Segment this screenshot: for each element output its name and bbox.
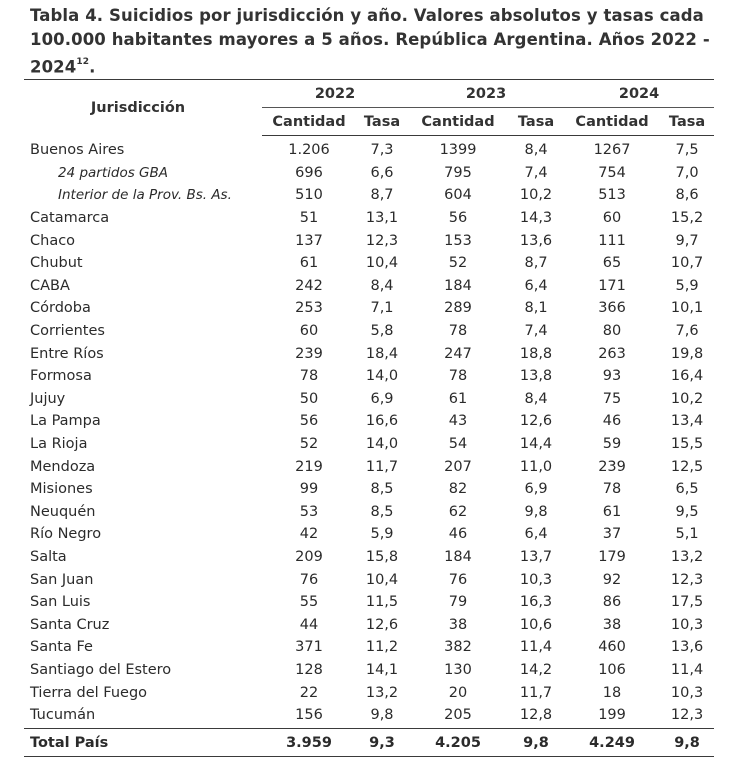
total-cell: 9,3 <box>356 729 408 757</box>
jurisdiction-name: Entre Ríos <box>30 345 104 362</box>
jurisdiction-name: Neuquén <box>30 503 96 520</box>
tasa-cell: 11,4 <box>670 661 704 678</box>
cantidad-cell: 80 <box>602 323 622 340</box>
tasa-cell: 8,5 <box>370 503 394 520</box>
jurisdiction-name: Santa Fe <box>30 639 93 656</box>
tasa-cell: 8,4 <box>370 277 394 294</box>
tasa-cell: 8,7 <box>524 255 548 272</box>
cantidad-cell: 55 <box>299 594 319 611</box>
tasa-cell: 7,0 <box>675 164 699 181</box>
table-row <box>24 591 714 614</box>
tasa-cell: 5,9 <box>675 277 699 294</box>
cantidad-cell: 460 <box>598 639 626 656</box>
table-row <box>24 568 714 591</box>
table-row <box>24 613 714 636</box>
table-row <box>24 365 714 388</box>
cantidad-cell: 253 <box>295 300 323 317</box>
jurisdiction-name: Corrientes <box>30 323 105 340</box>
tasa-cell: 15,5 <box>670 436 704 453</box>
table-row <box>24 229 714 252</box>
sub-jurisdiction-name: 24 partidos GBA <box>58 164 169 181</box>
cantidad-cell: 371 <box>295 639 323 656</box>
cantidad-cell: 78 <box>299 368 319 385</box>
cantidad-cell: 59 <box>602 436 622 453</box>
table-title: Tabla 4. Suicidios por jurisdicción y año. Valores absolutos y tasas cada 100.000 habitantes mayores a 5 años. República Argentina. Años 2022 - 2024$^{12}$. <box>30 6 710 77</box>
jurisdiction-name: Chaco <box>30 232 76 249</box>
tasa-cell: 8,7 <box>370 187 394 204</box>
total-cell: 3.959 <box>262 729 356 757</box>
table-row <box>24 546 714 569</box>
tasa-cell: 10,1 <box>670 300 704 317</box>
total-label: Total País <box>24 729 262 757</box>
cantidad-cell: 137 <box>295 232 323 249</box>
tasa-cell: 16,3 <box>519 594 553 611</box>
total-cell: 4.249 <box>564 729 660 757</box>
tasa-cell: 10,2 <box>670 390 704 407</box>
cantidad-cell: 263 <box>598 345 626 362</box>
cantidad-cell: 754 <box>598 164 626 181</box>
tasa-cell: 13,2 <box>365 684 399 701</box>
cantidad-cell: 43 <box>448 413 468 430</box>
sub-jurisdiction-name: Interior de la Prov. Bs. As. <box>58 187 232 204</box>
cantidad-cell: 184 <box>444 277 472 294</box>
cantidad-cell: 79 <box>448 594 468 611</box>
table-row <box>24 136 714 162</box>
cantidad-cell: 52 <box>448 255 468 272</box>
cantidad-cell: 111 <box>598 232 626 249</box>
tasa-cell: 11,7 <box>519 684 553 701</box>
table-row <box>24 388 714 411</box>
table-row <box>24 455 714 478</box>
tasa-cell: 12,5 <box>670 458 704 475</box>
table-row <box>24 636 714 659</box>
tasa-cell: 13,1 <box>365 210 399 227</box>
table-row <box>24 659 714 682</box>
cantidad-cell: 239 <box>598 458 626 475</box>
tasa-cell: 9,7 <box>675 232 699 249</box>
table-row <box>24 704 714 729</box>
table-row <box>24 162 714 185</box>
cantidad-cell: 38 <box>602 616 622 633</box>
cantidad-cell: 153 <box>444 232 472 249</box>
tasa-cell: 8,1 <box>524 300 548 317</box>
cantidad-cell: 61 <box>602 503 622 520</box>
tasa-cell: 7,3 <box>370 142 394 159</box>
cantidad-cell: 56 <box>448 210 468 227</box>
cantidad-cell: 696 <box>295 164 323 181</box>
cantidad-cell: 382 <box>444 639 472 656</box>
tasa-header: Tasa <box>508 108 564 136</box>
cantidad-cell: 205 <box>408 704 508 729</box>
cantidad-cell: 219 <box>295 458 323 475</box>
tasa-cell: 5,8 <box>370 323 394 340</box>
tasa-cell: 11,4 <box>519 639 553 656</box>
jurisdiction-name: Santa Cruz <box>30 616 110 633</box>
cantidad-cell: 56 <box>299 413 319 430</box>
table-row <box>24 410 714 433</box>
table-row <box>24 681 714 704</box>
cantidad-cell: 239 <box>295 345 323 362</box>
year-header-2024: 2024 <box>564 80 714 108</box>
tasa-cell: 10,3 <box>519 571 553 588</box>
tasa-cell: 7,4 <box>524 323 548 340</box>
tasa-cell: 12,6 <box>519 413 553 430</box>
tasa-cell: 11,0 <box>519 458 553 475</box>
table-row <box>24 252 714 275</box>
cantidad-cell: 51 <box>299 210 319 227</box>
tasa-cell: 10,7 <box>670 255 704 272</box>
table-row <box>24 433 714 456</box>
cantidad-cell: 513 <box>598 187 626 204</box>
tasa-cell: 13,2 <box>670 548 704 565</box>
total-cell: 9,8 <box>508 729 564 757</box>
tasa-cell: 14,4 <box>519 436 553 453</box>
jurisdiction-name: Salta <box>30 548 67 565</box>
cantidad-cell: 93 <box>602 368 622 385</box>
cantidad-cell: 44 <box>299 616 319 633</box>
cantidad-cell: 42 <box>299 526 319 543</box>
total-cell: 9,8 <box>660 729 714 757</box>
tasa-cell: 10,2 <box>519 187 553 204</box>
tasa-cell: 5,1 <box>675 526 699 543</box>
tasa-cell: 15,8 <box>365 548 399 565</box>
jurisdiction-name: La Rioja <box>30 436 88 453</box>
cantidad-cell: 53 <box>299 503 319 520</box>
tasa-cell: 14,3 <box>519 210 553 227</box>
cantidad-cell: 60 <box>602 210 622 227</box>
tasa-cell: 7,5 <box>675 142 699 159</box>
cantidad-cell: 795 <box>444 164 472 181</box>
cantidad-cell: 52 <box>299 436 319 453</box>
cantidad-cell: 61 <box>299 255 319 272</box>
cantidad-cell: 76 <box>299 571 319 588</box>
jurisdiction-name: La Pampa <box>30 413 101 430</box>
cantidad-cell: 92 <box>602 571 622 588</box>
tasa-cell: 9,5 <box>675 503 699 520</box>
cantidad-cell: 128 <box>295 661 323 678</box>
tasa-cell: 16,4 <box>670 368 704 385</box>
cantidad-header: Cantidad <box>408 108 508 136</box>
table-row <box>24 320 714 343</box>
tasa-cell: 11,5 <box>365 594 399 611</box>
cantidad-cell: 510 <box>295 187 323 204</box>
jurisdiction-name: Santiago del Estero <box>30 661 172 678</box>
year-header-2022: 2022 <box>262 80 408 108</box>
year-header-2023: 2023 <box>408 80 564 108</box>
footnote-marker: 12 <box>76 57 90 67</box>
cantidad-cell: 75 <box>602 390 622 407</box>
cantidad-cell: 60 <box>299 323 319 340</box>
tasa-cell: 18,8 <box>519 345 553 362</box>
cantidad-cell: 82 <box>448 481 468 498</box>
cantidad-cell: 61 <box>448 390 468 407</box>
jurisdiction-name: Tucumán <box>24 704 262 729</box>
cantidad-cell: 37 <box>602 526 622 543</box>
table-title-text: Tabla 4. Suicidios por jurisdicción y año. Valores absolutos y tasas cada 100.000 habitantes mayores a 5 años. República Argentina. Años 2022 - 2024 <box>30 6 710 77</box>
cantidad-cell: 184 <box>444 548 472 565</box>
tasa-header: Tasa <box>356 108 408 136</box>
tasa-cell: 12,3 <box>365 232 399 249</box>
cantidad-cell: 86 <box>602 594 622 611</box>
cantidad-cell: 78 <box>602 481 622 498</box>
tasa-cell: 6,5 <box>675 481 699 498</box>
tasa-header: Tasa <box>660 108 714 136</box>
cantidad-cell: 46 <box>602 413 622 430</box>
jurisdiction-name: Mendoza <box>30 458 96 475</box>
cantidad-cell: 22 <box>299 684 319 701</box>
table-row <box>24 523 714 546</box>
cantidad-cell: 604 <box>444 187 472 204</box>
tasa-cell: 15,2 <box>670 210 704 227</box>
cantidad-cell: 54 <box>448 436 468 453</box>
tasa-cell: 13,6 <box>519 232 553 249</box>
tasa-cell: 8,5 <box>370 481 394 498</box>
tasa-cell: 14,0 <box>365 368 399 385</box>
tasa-cell: 10,4 <box>365 255 399 272</box>
cantidad-cell: 179 <box>598 548 626 565</box>
tasa-cell: 6,9 <box>524 481 548 498</box>
tasa-cell: 7,4 <box>524 164 548 181</box>
tasa-cell: 12,3 <box>670 571 704 588</box>
cantidad-cell: 242 <box>295 277 323 294</box>
cantidad-cell: 78 <box>448 368 468 385</box>
tasa-cell: 8,4 <box>524 142 548 159</box>
tasa-cell: 12,3 <box>660 704 714 729</box>
jurisdiction-name: San Luis <box>30 594 91 611</box>
cantidad-cell: 106 <box>598 661 626 678</box>
table-row <box>24 275 714 298</box>
jurisdiction-name: Catamarca <box>30 210 110 227</box>
tasa-cell: 10,6 <box>519 616 553 633</box>
jurisdiction-name: Tierra del Fuego <box>30 684 148 701</box>
tasa-cell: 17,5 <box>670 594 704 611</box>
tasa-cell: 16,6 <box>365 413 399 430</box>
jurisdiction-header: Jurisdicción <box>24 80 262 136</box>
cantidad-cell: 18 <box>602 684 622 701</box>
tasa-cell: 19,8 <box>670 345 704 362</box>
tasa-cell: 13,4 <box>670 413 704 430</box>
cantidad-cell: 1267 <box>593 142 631 159</box>
jurisdiction-name: Formosa <box>30 368 92 385</box>
tasa-cell: 9,8 <box>356 704 408 729</box>
tasa-cell: 10,4 <box>365 571 399 588</box>
cantidad-cell: 50 <box>299 390 319 407</box>
cantidad-cell: 130 <box>444 661 472 678</box>
cantidad-cell: 99 <box>299 481 319 498</box>
cantidad-cell: 65 <box>602 255 622 272</box>
tasa-cell: 9,8 <box>524 503 548 520</box>
cantidad-cell: 289 <box>444 300 472 317</box>
tasa-cell: 14,2 <box>519 661 553 678</box>
total-cell: 4.205 <box>408 729 508 757</box>
cantidad-cell: 247 <box>444 345 472 362</box>
tasa-cell: 7,6 <box>675 323 699 340</box>
table-row <box>24 478 714 501</box>
jurisdiction-name: Buenos Aires <box>30 142 125 159</box>
table-row <box>24 297 714 320</box>
cantidad-cell: 156 <box>262 704 356 729</box>
tasa-cell: 6,6 <box>370 164 394 181</box>
table-row <box>24 207 714 230</box>
tasa-cell: 14,1 <box>365 661 399 678</box>
tasa-cell: 6,4 <box>524 526 548 543</box>
jurisdiction-name: Misiones <box>30 481 93 498</box>
tasa-cell: 12,8 <box>508 704 564 729</box>
cantidad-cell: 366 <box>598 300 626 317</box>
tasa-cell: 5,9 <box>370 526 394 543</box>
tasa-cell: 8,6 <box>675 187 699 204</box>
table-row <box>24 501 714 524</box>
tasa-cell: 8,4 <box>524 390 548 407</box>
cantidad-cell: 62 <box>448 503 468 520</box>
cantidad-cell: 1.206 <box>288 142 330 159</box>
table-body <box>24 136 714 729</box>
tasa-cell: 13,6 <box>670 639 704 656</box>
cantidad-cell: 78 <box>448 323 468 340</box>
cantidad-cell: 1399 <box>439 142 477 159</box>
cantidad-cell: 20 <box>448 684 468 701</box>
tasa-cell: 10,3 <box>670 616 704 633</box>
tasa-cell: 6,4 <box>524 277 548 294</box>
tasa-cell: 13,7 <box>519 548 553 565</box>
jurisdiction-name: Jujuy <box>30 390 66 407</box>
cantidad-cell: 76 <box>448 571 468 588</box>
tasa-cell: 18,4 <box>365 345 399 362</box>
tasa-cell: 12,6 <box>365 616 399 633</box>
cantidad-cell: 171 <box>598 277 626 294</box>
tasa-cell: 13,8 <box>519 368 553 385</box>
cantidad-cell: 199 <box>564 704 660 729</box>
table-row <box>24 184 714 207</box>
cantidad-header: Cantidad <box>262 108 356 136</box>
total-row <box>24 729 714 757</box>
suicide-statistics-table <box>24 79 714 757</box>
tasa-cell: 14,0 <box>365 436 399 453</box>
tasa-cell: 11,7 <box>365 458 399 475</box>
jurisdiction-name: San Juan <box>30 571 94 588</box>
tasa-cell: 6,9 <box>370 390 394 407</box>
tasa-cell: 7,1 <box>370 300 394 317</box>
cantidad-cell: 38 <box>448 616 468 633</box>
tasa-cell: 11,2 <box>365 639 399 656</box>
cantidad-cell: 207 <box>444 458 472 475</box>
jurisdiction-name: CABA <box>30 277 70 294</box>
jurisdiction-name: Córdoba <box>30 300 91 317</box>
cantidad-cell: 209 <box>295 548 323 565</box>
table-row <box>24 342 714 365</box>
jurisdiction-name: Chubut <box>30 255 83 272</box>
cantidad-header: Cantidad <box>564 108 660 136</box>
tasa-cell: 10,3 <box>670 684 704 701</box>
cantidad-cell: 46 <box>448 526 468 543</box>
jurisdiction-name: Río Negro <box>30 526 102 543</box>
